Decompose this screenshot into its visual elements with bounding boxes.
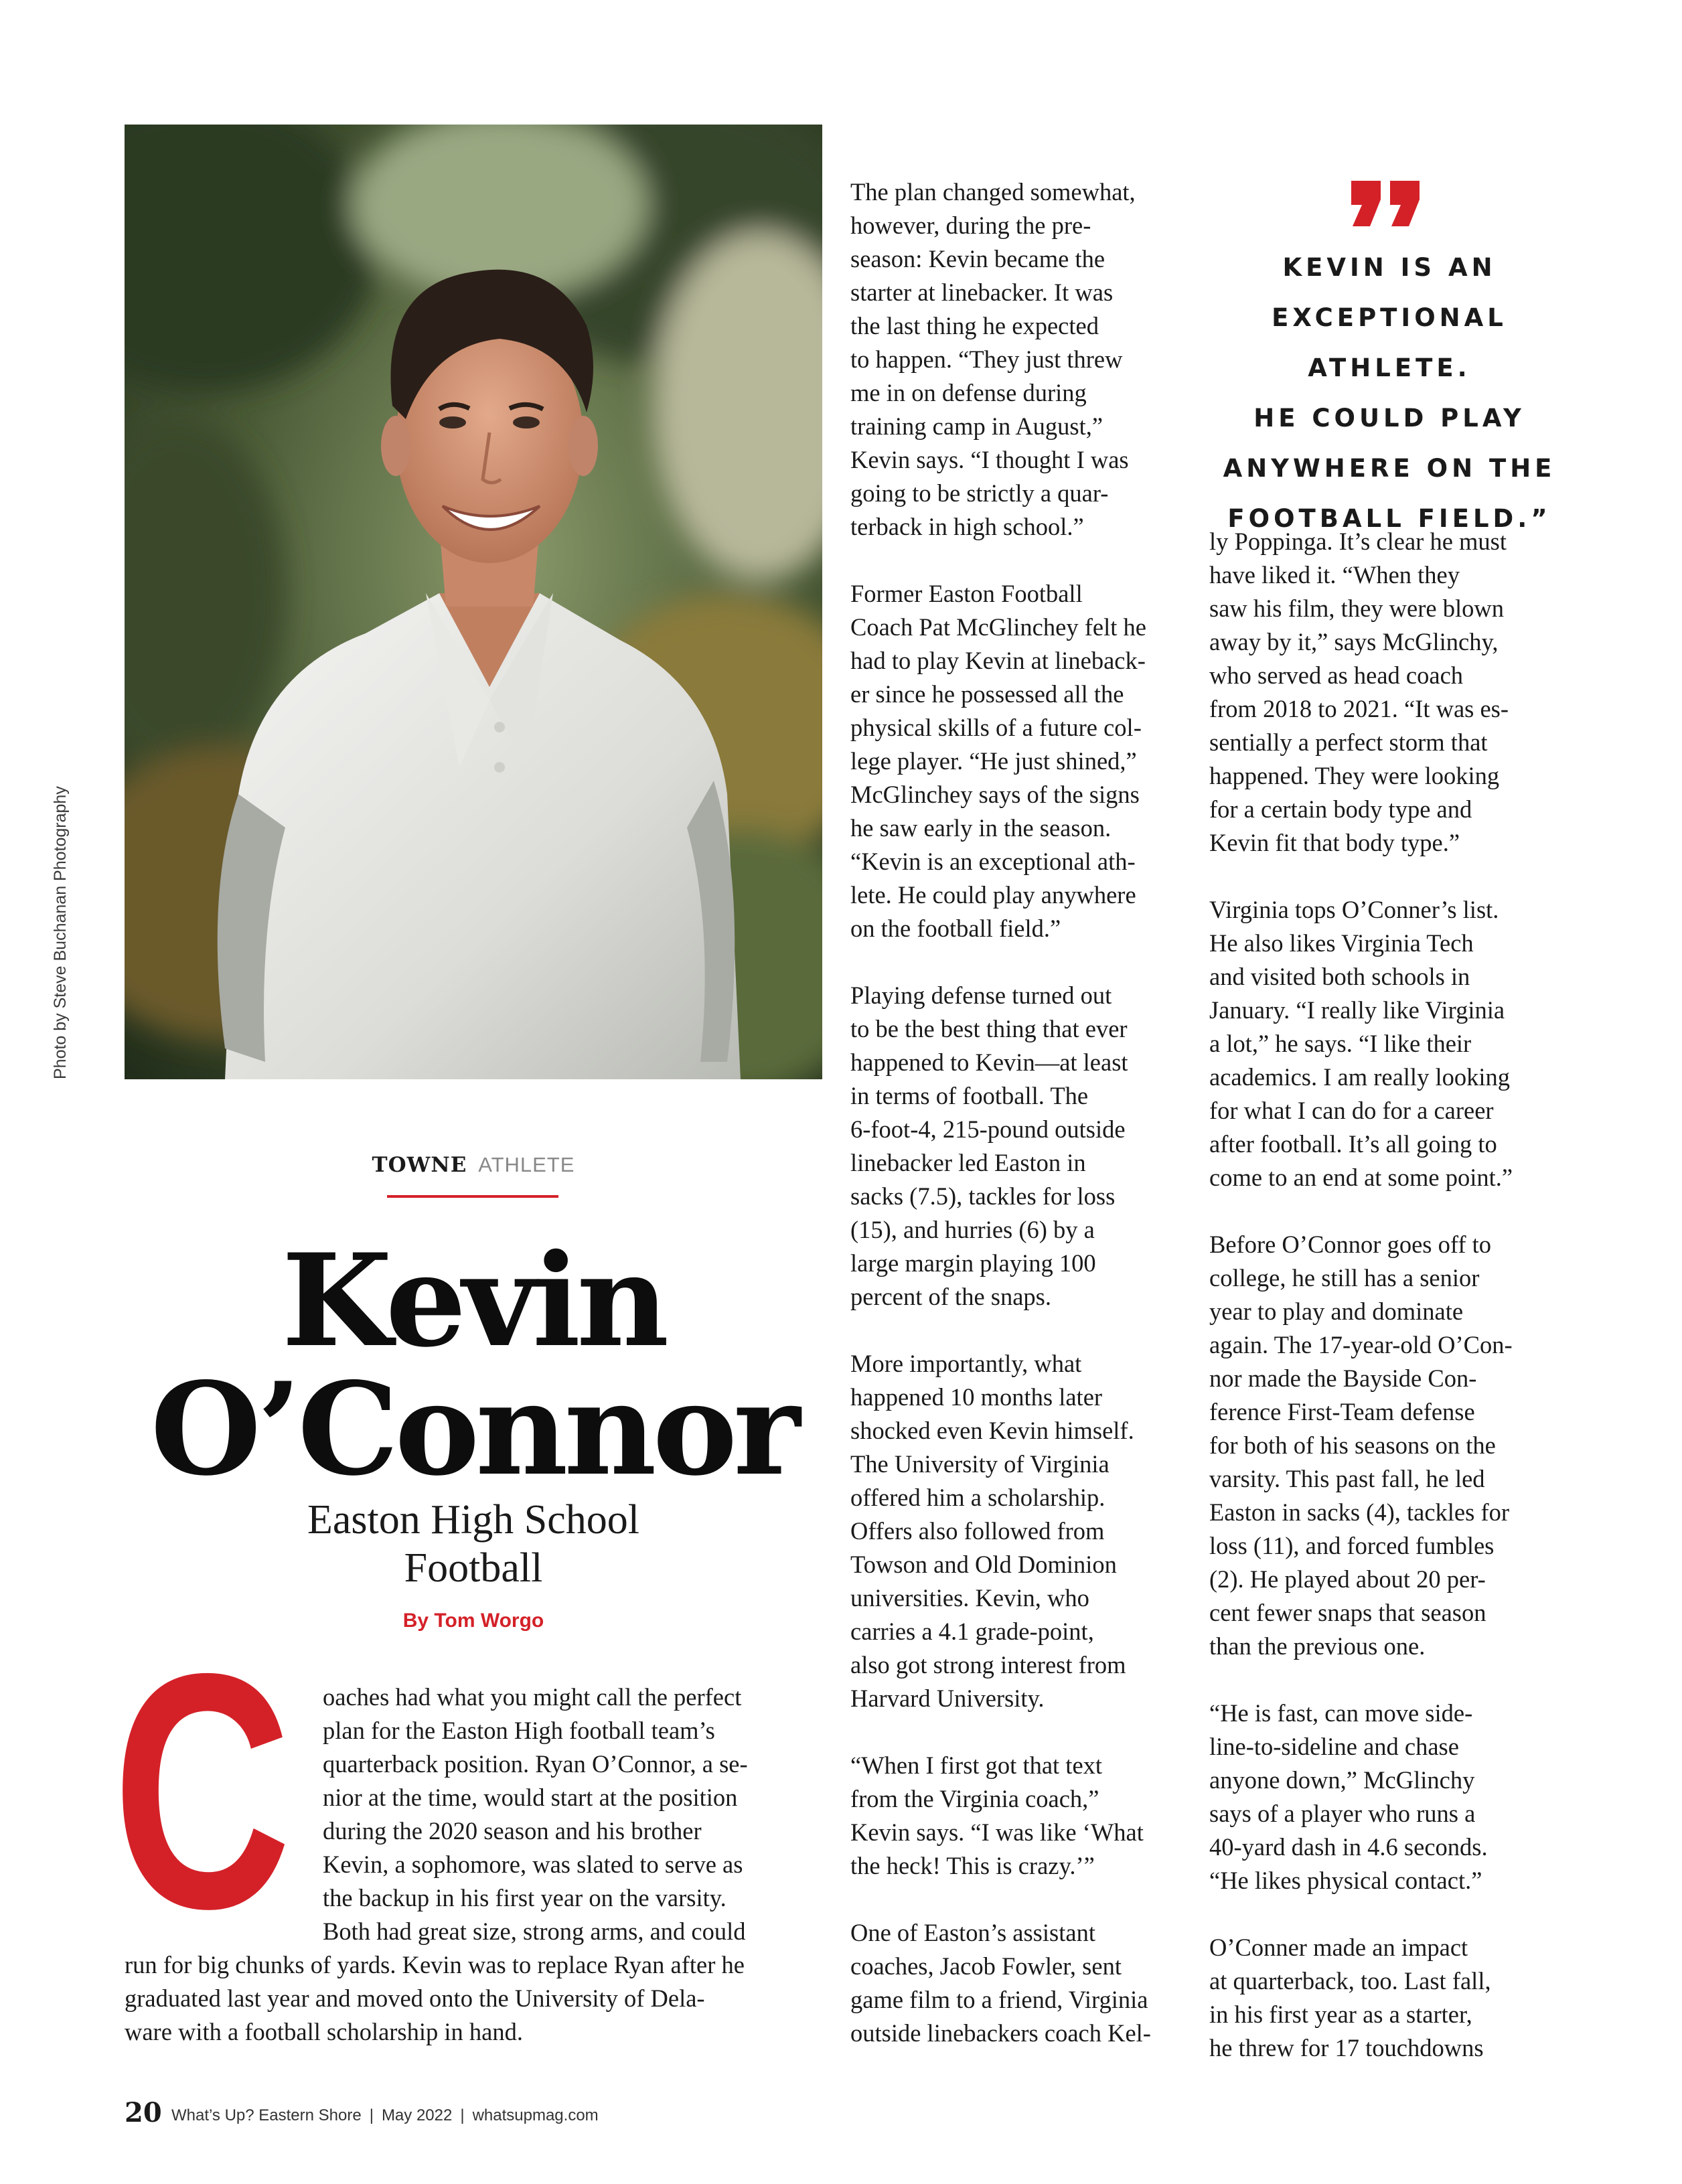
body-line: Kevin, a sophomore, was slated to serve as bbox=[323, 1851, 743, 1878]
kicker-underline bbox=[387, 1195, 558, 1198]
body-paragraph bbox=[850, 1749, 1205, 1883]
body-line: going to be strictly a quar- bbox=[850, 479, 1109, 507]
body-paragraph bbox=[1209, 1697, 1571, 1897]
pull-quote-line: EXCEPTIONAL ATHLETE. bbox=[1272, 303, 1507, 382]
body-line: the backup in his first year on the varsity. bbox=[323, 1884, 727, 1912]
body-line: academics. I am really looking bbox=[1209, 1063, 1510, 1091]
body-line: a lot,” he says. “I like their bbox=[1209, 1030, 1472, 1057]
body-line: Harvard University. bbox=[850, 1685, 1045, 1712]
paragraph-gap bbox=[1209, 1663, 1571, 1697]
body-paragraph bbox=[850, 1347, 1205, 1715]
body-line: loss (11), and forced fumbles bbox=[1209, 1532, 1495, 1559]
quote-mark-icon bbox=[1346, 174, 1426, 241]
body-line: McGlinchey says of the signs bbox=[850, 781, 1140, 808]
body-line: happened. They were looking bbox=[1209, 762, 1500, 789]
body-line: for a certain body type and bbox=[1209, 795, 1472, 823]
footer-website: whatsupmag.com bbox=[472, 2106, 599, 2124]
portrait-illustration bbox=[125, 125, 822, 1079]
body-line: in terms of football. The bbox=[850, 1082, 1089, 1109]
paragraph-gap bbox=[1209, 860, 1571, 893]
article-column-3 bbox=[1209, 525, 1571, 2065]
body-paragraph bbox=[1209, 893, 1571, 1194]
body-paragraph bbox=[850, 175, 1205, 544]
page-number: 20 bbox=[125, 2097, 162, 2128]
body-line: training camp in August,” bbox=[850, 412, 1103, 440]
body-line: after football. It’s all going to bbox=[1209, 1130, 1497, 1158]
body-line: run for big chunks of yards. Kevin was to replace Ryan after he bbox=[125, 1951, 745, 1978]
body-line: oaches had what you might call the perfect bbox=[323, 1683, 742, 1711]
body-line: He also likes Virginia Tech bbox=[1209, 929, 1474, 957]
article-column-1 bbox=[125, 1681, 828, 2049]
photo-credit: Photo by Steve Buchanan Photography bbox=[51, 786, 70, 1079]
body-line: physical skills of a future col- bbox=[850, 714, 1142, 741]
body-line: Kevin says. “I was like ‘What bbox=[850, 1818, 1144, 1846]
body-paragraph bbox=[1209, 1228, 1571, 1663]
footer-separator: | bbox=[460, 2106, 465, 2124]
body-line: “Kevin is an exceptional ath- bbox=[850, 848, 1136, 875]
footer-info bbox=[171, 2106, 599, 2125]
body-line: and visited both schools in bbox=[1209, 963, 1470, 990]
body-line: The plan changed somewhat, bbox=[850, 178, 1136, 206]
body-line: he saw early in the season. bbox=[850, 814, 1112, 842]
body-line: Both had great size, strong arms, and could bbox=[323, 1918, 746, 1945]
body-line: percent of the snaps. bbox=[850, 1283, 1052, 1310]
paragraph-gap bbox=[850, 1883, 1205, 1916]
body-line: January. “I really like Virginia bbox=[1209, 996, 1505, 1024]
pull-quote-line: HE COULD PLAY bbox=[1253, 404, 1525, 433]
athlete-portrait-photo bbox=[125, 125, 822, 1079]
body-line: Former Easton Football bbox=[850, 580, 1083, 607]
body-line: college, he still has a senior bbox=[1209, 1264, 1480, 1292]
body-paragraph bbox=[850, 577, 1205, 945]
headline-first-name: Kevin bbox=[281, 1226, 666, 1375]
body-line: year to play and dominate bbox=[1209, 1298, 1464, 1325]
paragraph-gap bbox=[1209, 1194, 1571, 1228]
body-line: also got strong interest from bbox=[850, 1651, 1126, 1679]
body-line: “He likes physical contact.” bbox=[1209, 1867, 1482, 1894]
kicker-athlete: ATHLETE bbox=[478, 1153, 575, 1176]
body-line: coaches, Jacob Fowler, sent bbox=[850, 1952, 1122, 1980]
body-line: Kevin says. “I thought I was bbox=[850, 446, 1129, 473]
body-line: season: Kevin became the bbox=[850, 245, 1105, 272]
body-line: nior at the time, would start at the position bbox=[323, 1784, 738, 1811]
pull-quote-line: KEVIN IS AN bbox=[1282, 253, 1497, 282]
body-line: saw his film, they were blown bbox=[1209, 595, 1504, 622]
body-line: shocked even Kevin himself. bbox=[850, 1417, 1134, 1444]
body-line: at quarterback, too. Last fall, bbox=[1209, 1967, 1491, 1995]
body-paragraph bbox=[1209, 525, 1571, 860]
body-line: One of Easton’s assistant bbox=[850, 1919, 1095, 1946]
paragraph-gap bbox=[1209, 1897, 1571, 1931]
body-line: again. The 17-year-old O’Con- bbox=[1209, 1331, 1513, 1358]
body-line: me in on defense during bbox=[850, 379, 1087, 406]
paragraph-gap bbox=[850, 1715, 1205, 1749]
body-line: (2). He played about 20 per- bbox=[1209, 1565, 1486, 1593]
footer-issue: May 2022 bbox=[381, 2106, 453, 2124]
body-line: starter at linebacker. It was bbox=[850, 279, 1114, 306]
body-line: 6-foot-4, 215-pound outside bbox=[850, 1115, 1126, 1143]
body-line: “When I first got that text bbox=[850, 1751, 1103, 1779]
subtitle-line-2: Football bbox=[404, 1545, 543, 1591]
body-line: happened 10 months later bbox=[850, 1383, 1103, 1411]
body-line: Before O’Connor goes off to bbox=[1209, 1231, 1492, 1258]
body-line: ware with a football scholarship in hand. bbox=[125, 2018, 523, 2045]
body-line: sentially a perfect storm that bbox=[1209, 728, 1488, 756]
body-line: from the Virginia coach,” bbox=[850, 1785, 1099, 1812]
body-line: varsity. This past fall, he led bbox=[1209, 1465, 1485, 1492]
body-line: More importantly, what bbox=[850, 1350, 1082, 1377]
body-line: quarterback position. Ryan O’Connor, a se- bbox=[323, 1750, 748, 1778]
section-kicker bbox=[125, 1153, 822, 1177]
body-line: he threw for 17 touchdowns bbox=[1209, 2034, 1484, 2061]
body-line: ly Poppinga. It’s clear he must bbox=[1209, 528, 1507, 555]
body-line: come to an end at some point.” bbox=[1209, 1164, 1513, 1191]
body-line: outside linebackers coach Kel- bbox=[850, 2019, 1151, 2047]
body-line: for what I can do for a career bbox=[1209, 1097, 1494, 1124]
article-subtitle bbox=[125, 1496, 822, 1592]
body-line: Kevin fit that body type.” bbox=[1209, 829, 1460, 856]
article-column-2 bbox=[850, 175, 1205, 2050]
paragraph-gap bbox=[850, 1314, 1205, 1347]
body-line: in his first year as a starter, bbox=[1209, 2001, 1472, 2028]
paragraph-gap bbox=[850, 544, 1205, 577]
body-line: Coach Pat McGlinchey felt he bbox=[850, 613, 1146, 641]
body-line: terback in high school.” bbox=[850, 513, 1084, 540]
body-line: 40-yard dash in 4.6 seconds. bbox=[1209, 1833, 1488, 1861]
body-line: to be the best thing that ever bbox=[850, 1015, 1128, 1042]
body-line: cent fewer snaps that season bbox=[1209, 1599, 1486, 1626]
body-paragraph bbox=[850, 979, 1205, 1314]
body-line: universities. Kevin, who bbox=[850, 1584, 1089, 1612]
body-paragraph bbox=[850, 1916, 1205, 2050]
body-line: graduated last year and moved onto the University of Dela- bbox=[125, 1984, 705, 2012]
body-line: Playing defense turned out bbox=[850, 982, 1112, 1009]
body-line: says of a player who runs a bbox=[1209, 1800, 1476, 1827]
footer-separator: | bbox=[369, 2106, 374, 2124]
body-line: the last thing he expected bbox=[850, 312, 1099, 339]
drop-cap: C bbox=[112, 1604, 282, 1978]
body-line: O’Conner made an impact bbox=[1209, 1934, 1468, 1961]
body-line: who served as head coach bbox=[1209, 661, 1464, 689]
body-line: lege player. “He just shined,” bbox=[850, 747, 1137, 775]
body-line: game film to a friend, Virginia bbox=[850, 1986, 1148, 2013]
body-line: for both of his seasons on the bbox=[1209, 1431, 1496, 1459]
paragraph-gap bbox=[850, 945, 1205, 979]
body-line: have liked it. “When they bbox=[1209, 561, 1460, 589]
body-paragraph bbox=[1209, 1931, 1571, 2065]
body-line: nor made the Bayside Con- bbox=[1209, 1364, 1477, 1392]
body-line: on the football field.” bbox=[850, 915, 1061, 942]
body-line: than the previous one. bbox=[1209, 1632, 1426, 1660]
body-line: offered him a scholarship. bbox=[850, 1484, 1105, 1511]
body-line: from 2018 to 2021. “It was es- bbox=[1209, 695, 1509, 722]
body-line: anyone down,” McGlinchy bbox=[1209, 1766, 1475, 1794]
footer-publication: What’s Up? Eastern Shore bbox=[171, 2106, 362, 2124]
headline-last-name: O’Connor bbox=[150, 1354, 797, 1504]
subtitle-line-1: Easton High School bbox=[307, 1497, 639, 1543]
body-line: line-to-sideline and chase bbox=[1209, 1733, 1459, 1760]
pull-quote-line: FOOTBALL FIELD.” bbox=[1227, 504, 1551, 533]
pull-quote bbox=[1212, 242, 1567, 544]
body-line: large margin playing 100 bbox=[850, 1249, 1096, 1277]
body-line: carries a 4.1 grade-point, bbox=[850, 1618, 1094, 1645]
body-line: had to play Kevin at lineback- bbox=[850, 647, 1146, 674]
byline: By Tom Worgo bbox=[402, 1610, 544, 1632]
body-line: happened to Kevin—at least bbox=[850, 1048, 1128, 1076]
body-line: to happen. “They just threw bbox=[850, 345, 1123, 373]
body-line: Virginia tops O’Conner’s list. bbox=[1209, 896, 1499, 923]
body-line: during the 2020 season and his brother bbox=[323, 1817, 702, 1845]
body-line: plan for the Easton High football team’s bbox=[323, 1717, 715, 1744]
body-line: ference First-Team defense bbox=[1209, 1398, 1475, 1425]
body-line: (15), and hurries (6) by a bbox=[850, 1216, 1095, 1243]
body-line: Towson and Old Dominion bbox=[850, 1551, 1117, 1578]
kicker-towne: TOWNE bbox=[372, 1153, 467, 1177]
body-line: er since he possessed all the bbox=[850, 680, 1124, 708]
body-line: The University of Virginia bbox=[850, 1450, 1110, 1478]
body-line: sacks (7.5), tackles for loss bbox=[850, 1182, 1116, 1210]
pull-quote-line: ANYWHERE ON THE bbox=[1223, 454, 1556, 483]
body-line: however, during the pre- bbox=[850, 212, 1091, 239]
body-line: linebacker led Easton in bbox=[850, 1149, 1086, 1176]
body-line: away by it,” says McGlinchy, bbox=[1209, 628, 1499, 655]
body-line: the heck! This is crazy.’” bbox=[850, 1852, 1095, 1879]
body-line: Easton in sacks (4), tackles for bbox=[1209, 1498, 1509, 1526]
body-line: Offers also followed from bbox=[850, 1517, 1105, 1545]
body-line: lete. He could play anywhere bbox=[850, 881, 1136, 909]
body-line: “He is fast, can move side- bbox=[1209, 1699, 1473, 1727]
